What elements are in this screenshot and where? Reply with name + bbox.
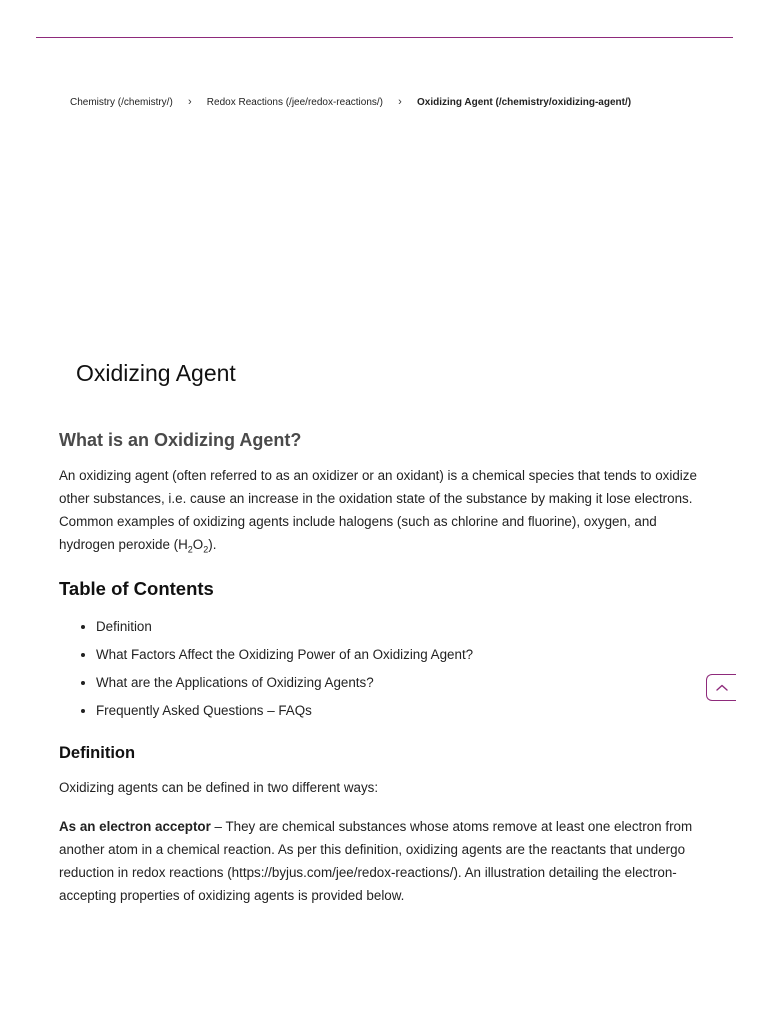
table-of-contents	[59, 613, 711, 725]
formula-subscript: 2	[203, 544, 209, 555]
breadcrumb-separator-icon: ›	[187, 96, 192, 108]
breadcrumb-link-oxidizing-agent[interactable]: Oxidizing Agent (/chemistry/oxidizing-agent/)	[417, 96, 632, 108]
toc-item-factors[interactable]: • What Factors Affect the Oxidizing Power of an Oxidizing Agent?	[96, 641, 711, 669]
definition-intro: Oxidizing agents can be defined in two different ways:	[59, 780, 379, 795]
intro-paragraph	[59, 464, 711, 556]
page-title: Oxidizing Agent	[76, 360, 236, 386]
chevron-up-icon	[715, 683, 729, 692]
formula-subscript: 2	[187, 544, 193, 555]
intro-text-end: ).	[208, 537, 217, 552]
breadcrumb	[70, 96, 631, 108]
definition-lead: As an electron acceptor	[59, 819, 211, 834]
definition-paragraph	[59, 815, 711, 907]
scroll-to-top-button[interactable]	[706, 674, 736, 701]
toc-title: Table of Contents	[59, 578, 214, 599]
header-divider	[36, 37, 733, 38]
intro-text: An oxidizing agent (often referred to as an oxidizer or an oxidant) is a chemical species that tends to oxidize other substances, i.e. cause an increase in the oxidation state of the substance by making it lose electrons. Common examples of oxidizing agents include halogens (such as chlorine and fluorine), oxygen, and hydrogen peroxide (H	[59, 468, 697, 552]
toc-item-applications[interactable]: • What are the Applications of Oxidizing Agents?	[96, 669, 711, 697]
breadcrumb-separator-icon: ›	[398, 96, 402, 108]
article-body	[59, 427, 711, 907]
intro-heading: What is an Oxidizing Agent?	[59, 430, 302, 450]
definition-heading: Definition	[59, 744, 136, 762]
toc-item-definition[interactable]: • Definition	[96, 613, 711, 641]
toc-item-faqs[interactable]: • Frequently Asked Questions – FAQs	[96, 697, 711, 725]
breadcrumb-link-chemistry[interactable]: Chemistry (/chemistry/)	[70, 96, 173, 108]
breadcrumb-link-redox-reactions[interactable]: Redox Reactions (/jee/redox-reactions/)	[206, 96, 383, 108]
formula-text: O	[192, 537, 204, 552]
definition-text: – They are chemical substances whose atoms remove at least one electron from another atom in a chemical reaction. As per this definition, oxidizing agents are the reactants that undergo reduction in redox reactions (https://byjus.com/jee/redox-reactions/). An illustration detailing the electron-accepting properties of oxidizing agents is provided below.	[59, 819, 693, 903]
